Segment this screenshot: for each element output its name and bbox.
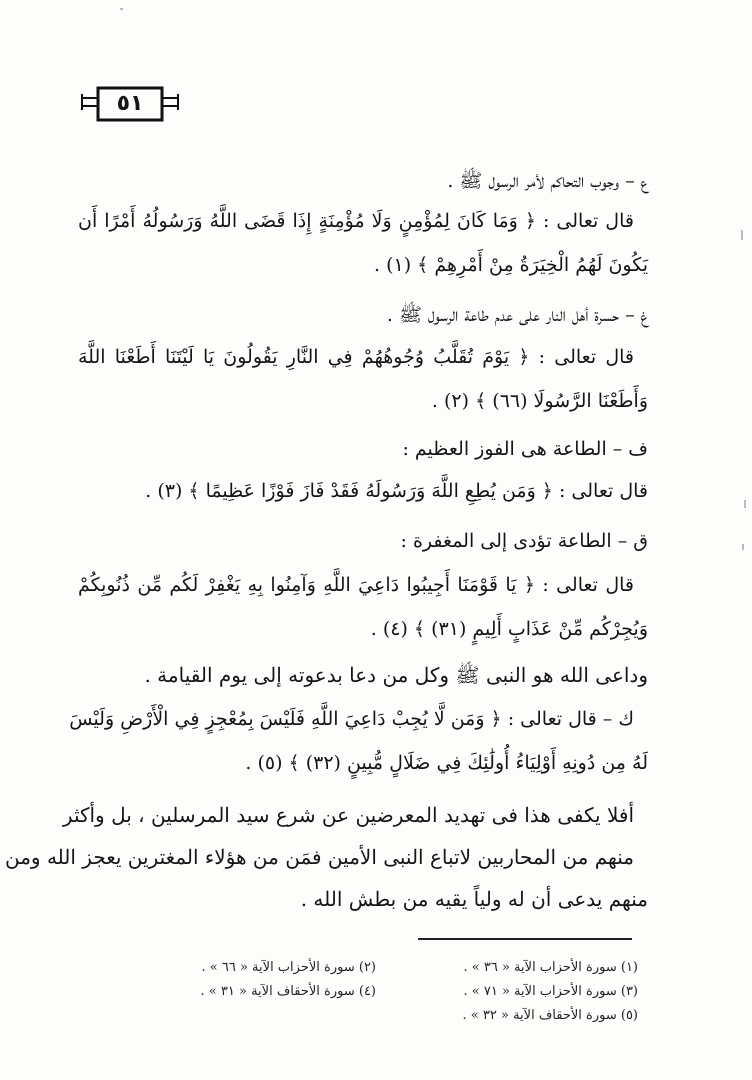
verse-line: قال تعالى : ﴿ يَوْمَ تُقَلَّبُ وُجُوهُهُمْ فِي النَّارِ يَقُولُونَ يَا لَيْتَنَا أَطَعْنَا اللَّهَ [78,346,634,368]
scan-speck [744,500,746,508]
footnote: (٥) سورة الأحقاف الآية « ٣٢ » . [462,1008,638,1023]
verse-line: وَيُجِرْكُم مِّنْ عَذَابٍ أَلِيمٍ (٣١) ﴾ (٤) . [370,618,648,640]
section-heading-qaf: ق – الطاعة تؤدى إلى المغفرة : [400,530,648,552]
section-heading-fa: ف – الطاعة هى الفوز العظيم : [402,438,648,460]
verse-line: قال تعالى : ﴿ يَا قَوْمَنَا أَجِيبُوا دَاعِيَ اللَّهِ وَآمِنُوا بِهِ يَغْفِرْ لَكُم مِّن ذُنُوبِكُمْ [78,574,634,596]
footnote: (٣) سورة الأحزاب الآية « ٧١ » . [463,984,638,999]
paragraph-line: منهم من المحاربين لاتباع النبى الأمين فمَن من هؤلاء المغترين يعجز الله ومن [4,845,634,869]
footnote: (٢) سورة الأحزاب الآية « ٦٦ » . [201,960,376,975]
paragraph-line: منهم يدعى أن له ولياً يقيه من بطش الله . [300,887,648,911]
page-number: ٥١ [116,91,144,116]
section-heading-ayn: ع – وجوب التحاكم لأمر الرسول ﷺ . [447,170,648,192]
footnote: (١) سورة الأحزاب الآية « ٣٦ » . [463,960,638,975]
verse-line: قال تعالى : ﴿ وَمَا كَانَ لِمُؤْمِنٍ وَلَا مُؤْمِنَةٍ إِذَا قَضَى اللَّهُ وَرَسُولُهُ أَمْرًا أَن [78,210,634,232]
verse-line: قال تعالى : ﴿ وَمَن يُطِعِ اللَّهَ وَرَسُولَهُ فَقَدْ فَازَ فَوْزًا عَظِيمًا ﴾ (٣) . [145,480,648,502]
scan-speck [742,544,744,550]
verse-line: لَهُ مِن دُونِهِ أَوْلِيَاءُ أُولَٰئِكَ فِي ضَلَالٍ مُّبِينٍ (٣٢) ﴾ (٥) . [245,752,648,774]
section-heading-ghayn: غ – حسرة أهل النار على عدم طاعة الرسول ﷺ . [386,304,648,326]
footnote: (٤) سورة الأحقاف الآية « ٣١ » . [200,984,376,999]
paragraph-line: وداعى الله هو النبى ﷺ وكل من دعا بدعوته إلى يوم القيامة . [144,663,648,687]
verse-line: ك – قال تعالى : ﴿ وَمَن لَّا يُجِبْ دَاعِيَ اللَّهِ فَلَيْسَ بِمُعْجِزٍ فِي الْأَرْضِ وَلَيْسَ [69,708,634,730]
footnote-separator [418,938,632,940]
verse-line: وَأَطَعْنَا الرَّسُولَا (٦٦) ﴾ (٢) . [431,390,648,412]
scan-speck [120,8,123,10]
paragraph-line: أفلا يكفى هذا فى تهديد المعرضين عن شرع سيد المرسلين ، بل وأكثر [62,803,634,827]
verse-line: يَكُونَ لَهُمُ الْخِيَرَةُ مِنْ أَمْرِهِمْ ﴾ (١) . [374,254,648,276]
scan-speck [741,230,743,240]
page-number-ornament [80,84,180,124]
